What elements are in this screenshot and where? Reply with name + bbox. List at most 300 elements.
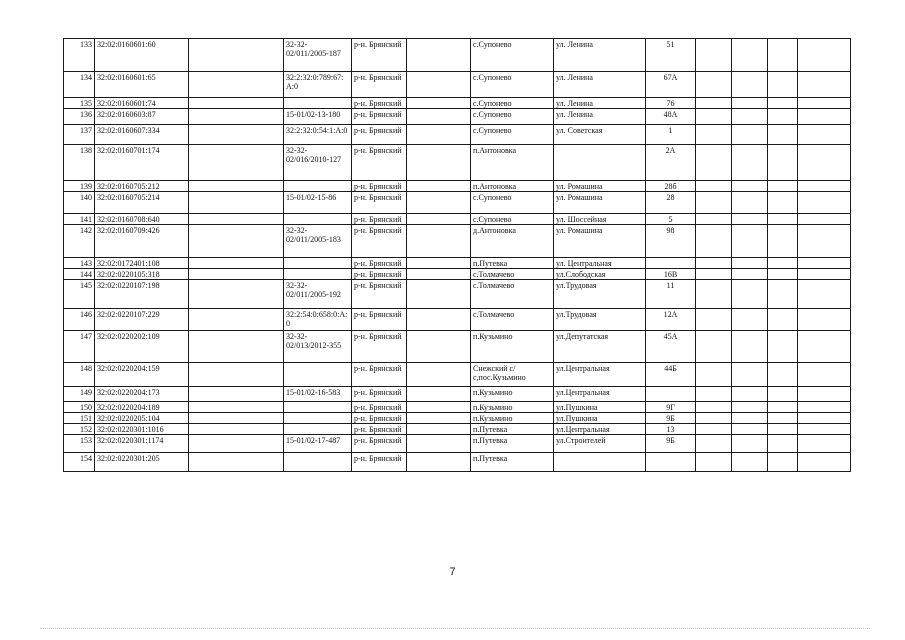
- cell-street: ул.Депутатская: [554, 331, 646, 363]
- cell-cadastral-number: 32:02:0160701:174: [95, 145, 189, 181]
- cell-empty: [768, 331, 798, 363]
- cell-house: 9Б: [646, 435, 696, 453]
- cell-district: р-н. Брянский: [352, 435, 407, 453]
- cell-number: 133: [64, 39, 95, 72]
- cell-empty: [768, 387, 798, 402]
- cell-cadastral-number: 32:02:0220301:1016: [95, 424, 189, 435]
- cell-empty: [696, 413, 732, 424]
- cell-empty: [768, 402, 798, 413]
- table-row: [64, 109, 851, 125]
- cell-empty: [732, 424, 768, 435]
- cell-empty: [768, 258, 798, 269]
- cell-number: 150: [64, 402, 95, 413]
- cell-empty: [732, 453, 768, 472]
- cell-cadastral-number: 32:02:0160601:60: [95, 39, 189, 72]
- table-row: [64, 453, 851, 472]
- cell-locality: с.Супонево: [471, 39, 554, 72]
- cell-empty: [189, 181, 284, 192]
- cell-number: 151: [64, 413, 95, 424]
- cell-empty: [407, 435, 471, 453]
- cell-empty: [732, 214, 768, 225]
- cell-district: р-н. Брянский: [352, 109, 407, 125]
- cell-empty: [696, 331, 732, 363]
- cell-number: 142: [64, 225, 95, 258]
- cell-empty: [407, 125, 471, 145]
- cell-empty: [798, 145, 851, 181]
- cell-empty: [798, 39, 851, 72]
- cell-number: 136: [64, 109, 95, 125]
- cell-empty: [696, 145, 732, 181]
- cell-locality: с.Супонево: [471, 125, 554, 145]
- cell-district: р-н. Брянский: [352, 98, 407, 109]
- cell-empty: [798, 72, 851, 98]
- cell-registration-number: 32:2:54:0:658:0:А:0: [284, 309, 352, 331]
- cell-number: 147: [64, 331, 95, 363]
- cell-cadastral-number: 32:02:0160601:74: [95, 98, 189, 109]
- cell-empty: [732, 258, 768, 269]
- cell-registration-number: 15-01/02-13-180: [284, 109, 352, 125]
- cell-street: ул.Пушкина: [554, 413, 646, 424]
- table-row: [64, 214, 851, 225]
- cell-street: ул. Ромашина: [554, 181, 646, 192]
- cell-empty: [768, 181, 798, 192]
- cell-empty: [407, 269, 471, 280]
- cell-empty: [407, 225, 471, 258]
- cell-street: ул.Пушкина: [554, 402, 646, 413]
- cell-house: 28б: [646, 181, 696, 192]
- cell-house: [646, 453, 696, 472]
- cell-house: 45А: [646, 331, 696, 363]
- cell-empty: [768, 309, 798, 331]
- cell-empty: [696, 309, 732, 331]
- cell-street: ул.Строителей: [554, 435, 646, 453]
- cell-number: 138: [64, 145, 95, 181]
- cell-district: р-н. Брянский: [352, 192, 407, 214]
- cell-empty: [189, 258, 284, 269]
- cell-house: 44Б: [646, 363, 696, 387]
- cell-locality: п.Антоновка: [471, 181, 554, 192]
- cell-empty: [189, 453, 284, 472]
- cell-empty: [732, 145, 768, 181]
- cell-empty: [798, 435, 851, 453]
- cell-cadastral-number: 32:02:0220301:1174: [95, 435, 189, 453]
- cell-empty: [798, 363, 851, 387]
- cell-locality: с.Супонево: [471, 192, 554, 214]
- cell-house: 1: [646, 125, 696, 145]
- cell-street: ул.Трудовая: [554, 309, 646, 331]
- cell-empty: [407, 214, 471, 225]
- cell-empty: [407, 363, 471, 387]
- cell-empty: [732, 269, 768, 280]
- cell-empty: [798, 109, 851, 125]
- cell-empty: [732, 39, 768, 72]
- cell-street: [554, 453, 646, 472]
- cell-empty: [798, 309, 851, 331]
- cell-empty: [407, 331, 471, 363]
- cell-registration-number: [284, 363, 352, 387]
- cell-empty: [407, 413, 471, 424]
- cell-empty: [407, 402, 471, 413]
- cell-empty: [798, 387, 851, 402]
- table-row: [64, 435, 851, 453]
- cell-empty: [798, 225, 851, 258]
- cell-district: р-н. Брянский: [352, 269, 407, 280]
- cell-empty: [768, 72, 798, 98]
- cell-empty: [798, 98, 851, 109]
- cell-number: 148: [64, 363, 95, 387]
- cell-street: ул.Центральная: [554, 387, 646, 402]
- cell-empty: [732, 125, 768, 145]
- cell-street: ул. Шоссейная: [554, 214, 646, 225]
- cell-empty: [407, 145, 471, 181]
- cell-district: р-н. Брянский: [352, 309, 407, 331]
- cell-district: р-н. Брянский: [352, 424, 407, 435]
- cell-empty: [768, 363, 798, 387]
- cell-district: р-н. Брянский: [352, 387, 407, 402]
- cell-house: 28: [646, 192, 696, 214]
- table-row: [64, 363, 851, 387]
- cell-street: [554, 145, 646, 181]
- cell-district: р-н. Брянский: [352, 280, 407, 309]
- cell-empty: [189, 402, 284, 413]
- cell-empty: [189, 214, 284, 225]
- table-row: [64, 225, 851, 258]
- cell-empty: [407, 109, 471, 125]
- cell-house: 67А: [646, 72, 696, 98]
- cell-empty: [189, 269, 284, 280]
- cell-empty: [189, 145, 284, 181]
- cell-locality: с.Супонево: [471, 98, 554, 109]
- cell-empty: [732, 72, 768, 98]
- cell-house: 48А: [646, 109, 696, 125]
- cell-locality: п.Путевка: [471, 424, 554, 435]
- cell-empty: [732, 331, 768, 363]
- cell-empty: [407, 72, 471, 98]
- cell-house: 51: [646, 39, 696, 72]
- table-row: [64, 192, 851, 214]
- cell-house: 76: [646, 98, 696, 109]
- cell-locality: п.Кузьмино: [471, 387, 554, 402]
- cell-empty: [768, 214, 798, 225]
- table-row: [64, 98, 851, 109]
- cell-empty: [768, 39, 798, 72]
- table-row: [64, 402, 851, 413]
- cell-empty: [732, 309, 768, 331]
- cell-empty: [189, 309, 284, 331]
- cell-registration-number: [284, 269, 352, 280]
- cell-registration-number: 32:2:32:0:789:67:А:0: [284, 72, 352, 98]
- cell-empty: [189, 331, 284, 363]
- cell-street: ул. Ромашина: [554, 225, 646, 258]
- cell-registration-number: [284, 98, 352, 109]
- cell-district: р-н. Брянский: [352, 331, 407, 363]
- cell-street: ул.Слободская: [554, 269, 646, 280]
- cell-empty: [189, 413, 284, 424]
- table-row: [64, 309, 851, 331]
- cell-empty: [696, 453, 732, 472]
- cell-empty: [696, 280, 732, 309]
- cell-empty: [768, 280, 798, 309]
- cell-empty: [768, 192, 798, 214]
- cell-empty: [732, 181, 768, 192]
- cell-empty: [189, 72, 284, 98]
- cell-registration-number: [284, 258, 352, 269]
- cell-registration-number: 32-32-02/011/2005-187: [284, 39, 352, 72]
- cell-empty: [189, 363, 284, 387]
- cell-street: ул. Ленина: [554, 98, 646, 109]
- cell-empty: [407, 181, 471, 192]
- cell-empty: [732, 387, 768, 402]
- table-row: [64, 258, 851, 269]
- cell-house: [646, 387, 696, 402]
- cell-empty: [696, 39, 732, 72]
- cell-house: 5: [646, 214, 696, 225]
- cell-empty: [768, 145, 798, 181]
- cell-empty: [696, 181, 732, 192]
- cell-empty: [798, 453, 851, 472]
- cell-empty: [189, 192, 284, 214]
- cell-empty: [696, 258, 732, 269]
- cell-cadastral-number: 32:02:0220107:229: [95, 309, 189, 331]
- cell-registration-number: 32-32-02/013/2012-355: [284, 331, 352, 363]
- cell-registration-number: 32-32-02/011/2005-192: [284, 280, 352, 309]
- cell-empty: [798, 125, 851, 145]
- cell-cadastral-number: 32:02:0160603:87: [95, 109, 189, 125]
- cell-empty: [732, 280, 768, 309]
- cell-locality: Снежский с/с,пос.Кузьмино: [471, 363, 554, 387]
- cell-empty: [407, 39, 471, 72]
- cell-empty: [732, 98, 768, 109]
- cell-empty: [768, 125, 798, 145]
- cell-locality: п.Антоновка: [471, 145, 554, 181]
- table-row: [64, 181, 851, 192]
- cell-registration-number: 32:2:32:0:54:1:А:0: [284, 125, 352, 145]
- cell-locality: д.Антоновка: [471, 225, 554, 258]
- cell-empty: [798, 424, 851, 435]
- cell-number: 154: [64, 453, 95, 472]
- cell-street: ул.Центральная: [554, 363, 646, 387]
- cell-street: ул. Ленина: [554, 39, 646, 72]
- cell-cadastral-number: 32:02:0220202:109: [95, 331, 189, 363]
- cell-number: 140: [64, 192, 95, 214]
- cell-locality: п.Путевка: [471, 453, 554, 472]
- table-row: [64, 413, 851, 424]
- cell-empty: [189, 98, 284, 109]
- cell-district: р-н. Брянский: [352, 225, 407, 258]
- table-row: [64, 269, 851, 280]
- cell-registration-number: 15-01/02-15-86: [284, 192, 352, 214]
- cell-empty: [732, 192, 768, 214]
- cell-empty: [768, 109, 798, 125]
- cell-empty: [189, 424, 284, 435]
- cell-empty: [732, 402, 768, 413]
- cell-cadastral-number: 32:02:0220301:205: [95, 453, 189, 472]
- cell-house: 9Г: [646, 402, 696, 413]
- cell-locality: п.Кузьмино: [471, 331, 554, 363]
- cell-house: 9Б: [646, 413, 696, 424]
- cell-empty: [798, 181, 851, 192]
- cell-street: ул. Ленина: [554, 109, 646, 125]
- cell-empty: [407, 192, 471, 214]
- cell-locality: п.Кузьмино: [471, 402, 554, 413]
- table-row: [64, 424, 851, 435]
- cell-registration-number: [284, 424, 352, 435]
- cell-cadastral-number: 32:02:0220204:173: [95, 387, 189, 402]
- cell-locality: п.Кузьмино: [471, 413, 554, 424]
- cell-empty: [732, 109, 768, 125]
- cell-number: 152: [64, 424, 95, 435]
- cell-empty: [696, 72, 732, 98]
- cell-registration-number: 32-32-02/016/2010-127: [284, 145, 352, 181]
- table-row: [64, 387, 851, 402]
- cell-registration-number: [284, 214, 352, 225]
- cell-locality: с.Толмачево: [471, 309, 554, 331]
- cell-empty: [189, 109, 284, 125]
- cell-district: р-н. Брянский: [352, 413, 407, 424]
- cell-cadastral-number: 32:02:0160705:212: [95, 181, 189, 192]
- cell-empty: [407, 424, 471, 435]
- cell-empty: [798, 269, 851, 280]
- cell-street: ул. Ленина: [554, 72, 646, 98]
- cell-number: 149: [64, 387, 95, 402]
- cell-empty: [768, 413, 798, 424]
- cell-locality: с.Супонево: [471, 72, 554, 98]
- page-number: 7: [449, 566, 456, 578]
- cell-empty: [696, 363, 732, 387]
- cell-district: р-н. Брянский: [352, 145, 407, 181]
- cell-house: 16В: [646, 269, 696, 280]
- table-body: [64, 39, 851, 472]
- cell-empty: [696, 125, 732, 145]
- cell-number: 153: [64, 435, 95, 453]
- cell-registration-number: [284, 181, 352, 192]
- cell-locality: с.Толмачево: [471, 280, 554, 309]
- cell-empty: [732, 413, 768, 424]
- cell-empty: [189, 225, 284, 258]
- cell-empty: [189, 125, 284, 145]
- cell-number: 145: [64, 280, 95, 309]
- cell-locality: п.Путевка: [471, 258, 554, 269]
- cell-house: [646, 258, 696, 269]
- cell-cadastral-number: 32:02:0160709:426: [95, 225, 189, 258]
- cell-empty: [798, 402, 851, 413]
- cell-empty: [696, 214, 732, 225]
- cell-number: 134: [64, 72, 95, 98]
- cell-empty: [768, 269, 798, 280]
- cell-district: р-н. Брянский: [352, 402, 407, 413]
- cell-empty: [407, 309, 471, 331]
- cell-empty: [696, 402, 732, 413]
- cell-district: р-н. Брянский: [352, 72, 407, 98]
- cell-locality: с.Толмачево: [471, 269, 554, 280]
- scan-artifact-line: [40, 628, 870, 629]
- table-row: [64, 331, 851, 363]
- cell-house: 2А: [646, 145, 696, 181]
- cell-street: ул. Советская: [554, 125, 646, 145]
- cell-empty: [798, 280, 851, 309]
- cell-number: 144: [64, 269, 95, 280]
- cell-number: 137: [64, 125, 95, 145]
- cell-empty: [696, 387, 732, 402]
- cell-empty: [768, 98, 798, 109]
- cell-number: 141: [64, 214, 95, 225]
- cell-empty: [189, 435, 284, 453]
- cell-street: ул.Центральная: [554, 424, 646, 435]
- cell-empty: [798, 413, 851, 424]
- cell-empty: [732, 225, 768, 258]
- cell-empty: [696, 424, 732, 435]
- cell-empty: [798, 192, 851, 214]
- cell-district: р-н. Брянский: [352, 181, 407, 192]
- table-row: [64, 280, 851, 309]
- cell-empty: [407, 98, 471, 109]
- table-row: [64, 39, 851, 72]
- cell-number: 146: [64, 309, 95, 331]
- cell-locality: п.Путевка: [471, 435, 554, 453]
- property-register-table: [63, 38, 851, 472]
- cell-registration-number: [284, 413, 352, 424]
- cell-cadastral-number: 32:02:0220105:318: [95, 269, 189, 280]
- table-row: [64, 125, 851, 145]
- cell-district: р-н. Брянский: [352, 363, 407, 387]
- cell-empty: [732, 435, 768, 453]
- cell-cadastral-number: 32:02:0220107:198: [95, 280, 189, 309]
- cell-empty: [696, 269, 732, 280]
- cell-registration-number: 15-01/02-17-487: [284, 435, 352, 453]
- cell-empty: [696, 98, 732, 109]
- cell-cadastral-number: 32:02:0160607:334: [95, 125, 189, 145]
- cell-empty: [768, 225, 798, 258]
- cell-street: ул. Ромашина: [554, 192, 646, 214]
- table-row: [64, 145, 851, 181]
- cell-locality: с.Супонево: [471, 214, 554, 225]
- cell-empty: [189, 387, 284, 402]
- cell-empty: [798, 258, 851, 269]
- cell-empty: [696, 435, 732, 453]
- cell-empty: [768, 435, 798, 453]
- cell-cadastral-number: 32:02:0220204:159: [95, 363, 189, 387]
- cell-cadastral-number: 32:02:0172401:108: [95, 258, 189, 269]
- cell-house: 13: [646, 424, 696, 435]
- cell-district: р-н. Брянский: [352, 453, 407, 472]
- cell-house: 98: [646, 225, 696, 258]
- cell-street: ул.Трудовая: [554, 280, 646, 309]
- cell-number: 135: [64, 98, 95, 109]
- cell-registration-number: [284, 453, 352, 472]
- cell-district: р-н. Брянский: [352, 125, 407, 145]
- cell-registration-number: 15-01/02-16-583: [284, 387, 352, 402]
- cell-house: 12А: [646, 309, 696, 331]
- cell-empty: [189, 280, 284, 309]
- cell-cadastral-number: 32:02:0220205:104: [95, 413, 189, 424]
- cell-district: р-н. Брянский: [352, 258, 407, 269]
- cell-cadastral-number: 32:02:0160708:640: [95, 214, 189, 225]
- cell-empty: [798, 214, 851, 225]
- cell-empty: [189, 39, 284, 72]
- cell-locality: с.Супонево: [471, 109, 554, 125]
- cell-empty: [768, 453, 798, 472]
- cell-number: 139: [64, 181, 95, 192]
- cell-street: ул. Центральная: [554, 258, 646, 269]
- cell-registration-number: 32-32-02/011/2005-183: [284, 225, 352, 258]
- cell-district: р-н. Брянский: [352, 214, 407, 225]
- cell-empty: [407, 280, 471, 309]
- cell-empty: [696, 109, 732, 125]
- cell-cadastral-number: 32:02:0220204:189: [95, 402, 189, 413]
- cell-empty: [407, 387, 471, 402]
- cell-empty: [696, 192, 732, 214]
- cell-empty: [732, 363, 768, 387]
